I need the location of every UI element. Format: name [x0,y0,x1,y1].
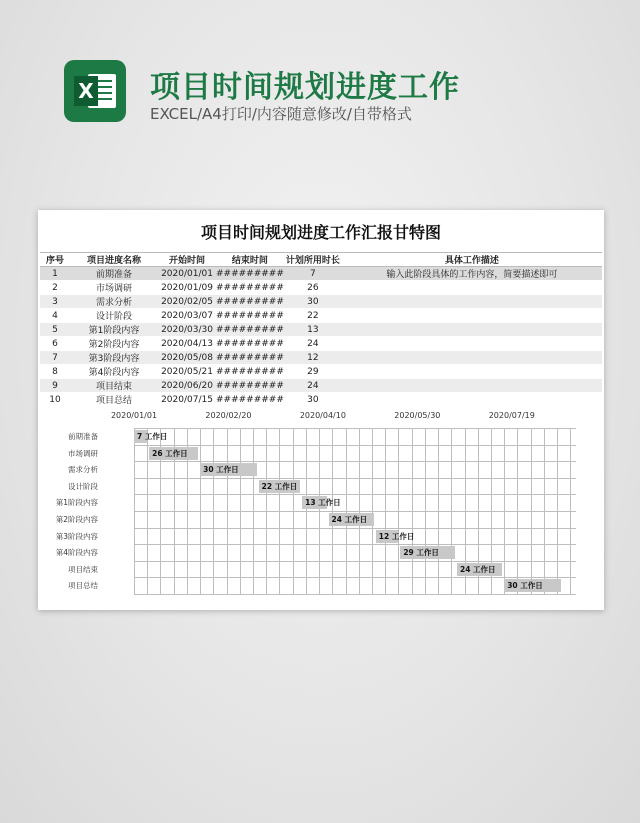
table-cell-days[interactable]: 26 [284,281,342,295]
gantt-gridline-horizontal [134,528,576,529]
table-cell-desc[interactable] [342,295,602,309]
table-cell-end[interactable]: ######### [216,394,284,405]
table-cell-start[interactable]: 2020/06/20 [158,379,216,393]
table-cell-days[interactable]: 7 [284,267,342,281]
spreadsheet-card [38,210,604,610]
gantt-gridline-horizontal [134,461,576,462]
gantt-bar-label: 29 工作日 [403,548,439,558]
table-cell-days[interactable]: 24 [284,337,342,351]
table-cell-days[interactable]: 24 [284,379,342,393]
col-header-days: 计划所用时长 [284,253,342,267]
table-cell-no[interactable]: 4 [40,309,70,323]
table-cell-days[interactable]: 22 [284,309,342,323]
table-cell-start[interactable]: 2020/03/07 [158,309,216,323]
gantt-x-tick-label: 2020/07/19 [488,411,535,420]
gantt-task-label: 需求分析 [68,465,98,475]
gantt-gridline-horizontal [134,594,576,595]
page-subtitle: EXCEL/A4打印/内容随意修改/自带格式 [150,105,412,123]
table-row [40,281,602,295]
gantt-x-tick-label: 2020/01/01 [110,411,158,420]
table-cell-start[interactable]: 2020/04/13 [158,337,216,351]
table-cell-end[interactable]: ######### [216,296,284,307]
table-cell-no[interactable]: 9 [40,379,70,393]
gantt-task-label: 项目总结 [68,581,98,591]
table-cell-start[interactable]: 2020/05/21 [158,365,216,379]
gantt-bar-label: 30 工作日 [507,581,543,591]
gantt-x-tick-label: 2020/04/10 [299,411,346,420]
table-cell-desc[interactable] [342,379,602,393]
table-cell-no[interactable]: 5 [40,323,70,337]
gantt-gridline-horizontal [134,478,576,479]
table-cell-days[interactable]: 12 [284,351,342,365]
table-cell-no[interactable]: 8 [40,365,70,379]
table-cell-name[interactable]: 第2阶段内容 [70,337,158,351]
table-row [40,267,602,281]
gantt-task-label: 市场调研 [68,448,98,458]
table-cell-desc[interactable] [342,281,602,295]
table-cell-name[interactable]: 需求分析 [70,295,158,309]
table-cell-desc[interactable] [342,393,602,407]
table-cell-no[interactable]: 1 [40,267,70,281]
gantt-chart [38,406,604,606]
gantt-task-label: 第4阶段内容 [55,548,98,558]
table-cell-no[interactable]: 7 [40,351,70,365]
table-cell-name[interactable]: 设计阶段 [70,309,158,323]
gantt-gridline-horizontal [134,428,576,429]
table-cell-desc[interactable] [342,365,602,379]
table-cell-name[interactable]: 第4阶段内容 [70,365,158,379]
table-cell-days[interactable]: 30 [284,393,342,407]
gantt-bar-label: 30 工作日 [203,465,239,475]
col-header-name: 项目进度名称 [70,253,158,267]
table-cell-end[interactable]: ######### [216,324,284,335]
gantt-bar-label: 7 工作日 [137,432,168,441]
table-cell-start[interactable]: 2020/03/30 [158,323,216,337]
gantt-gridline-horizontal [134,511,576,512]
sheet-title: 项目时间规划进度工作汇报甘特图 [200,223,441,242]
table-cell-end[interactable]: ######### [216,310,284,321]
table-cell-start[interactable]: 2020/01/09 [158,281,216,295]
table-cell-no[interactable]: 3 [40,295,70,309]
table-row [40,393,602,407]
gantt-task-label: 第2阶段内容 [55,515,98,524]
table-row [40,337,602,351]
gantt-gridline-horizontal [134,494,576,495]
table-row [40,379,602,393]
gantt-task-label: 项目结束 [68,564,98,574]
table-cell-end[interactable]: ######### [216,282,284,293]
gantt-x-tick-label: 2020/02/20 [205,411,252,420]
table-cell-desc[interactable] [342,323,602,337]
col-header-start: 开始时间 [158,253,216,267]
col-header-end: 结束时间 [216,253,284,267]
gantt-task-label: 前期准备 [68,432,98,441]
table-row [40,365,602,379]
table-cell-name[interactable]: 第3阶段内容 [70,351,158,365]
gantt-task-label: 设计阶段 [68,481,98,491]
table-cell-desc[interactable] [342,309,602,323]
table-cell-end[interactable]: ######### [216,352,284,363]
table-cell-no[interactable]: 10 [40,393,70,407]
table-row [40,323,602,337]
col-header-no: 序号 [40,253,70,267]
table-cell-no[interactable]: 6 [40,337,70,351]
gantt-bar-label: 24 工作日 [331,515,368,524]
table-cell-start[interactable]: 2020/07/15 [158,393,216,407]
gantt-gridline-horizontal [134,577,576,578]
page-title: 项目时间规划进度工作 [150,70,460,105]
table-cell-end[interactable]: ######### [216,366,284,377]
table-cell-desc[interactable] [342,337,602,351]
col-header-desc: 具体工作描述 [342,253,602,267]
gantt-bar-label: 24 工作日 [460,564,496,574]
table-cell-start[interactable]: 2020/01/01 [158,267,216,281]
table-cell-name[interactable]: 市场调研 [70,281,158,295]
table-cell-start[interactable]: 2020/05/08 [158,351,216,365]
table-cell-name[interactable]: 项目总结 [70,393,158,407]
table-cell-end[interactable]: ######### [216,338,284,349]
schedule-table [40,252,602,407]
table-cell-no[interactable]: 2 [40,281,70,295]
gantt-gridline-horizontal [134,544,576,545]
gantt-task-label: 第3阶段内容 [55,531,98,541]
table-row [40,309,602,323]
gantt-bar-label: 22 工作日 [261,481,298,491]
gantt-gridline-horizontal [134,445,576,446]
table-cell-name[interactable]: 前期准备 [70,267,158,281]
table-cell-desc[interactable]: 输入此阶段具体的工作内容，简要描述即可 [342,267,602,281]
table-cell-end[interactable]: ######### [216,268,284,279]
table-cell-days[interactable]: 13 [284,323,342,337]
table-cell-start[interactable]: 2020/02/05 [158,295,216,309]
logo-letter: X [74,76,98,106]
table-cell-days[interactable]: 30 [284,295,342,309]
table-cell-days[interactable]: 29 [284,365,342,379]
gantt-task-label: 第1阶段内容 [55,498,98,508]
table-row [40,295,602,309]
table-cell-end[interactable]: ######### [216,380,284,391]
gantt-gridline-horizontal [134,561,576,562]
gantt-x-tick-label: 2020/05/30 [394,411,441,420]
gantt-bar-label: 12 工作日 [378,531,415,541]
table-cell-name[interactable]: 第1阶段内容 [70,323,158,337]
gantt-bar-label: 26 工作日 [152,448,188,458]
table-cell-name[interactable]: 项目结束 [70,379,158,393]
table-cell-desc[interactable] [342,351,602,365]
table-header-row [40,253,602,267]
gantt-bar-label: 13 工作日 [305,498,341,508]
excel-logo-icon [64,60,126,122]
table-row [40,351,602,365]
